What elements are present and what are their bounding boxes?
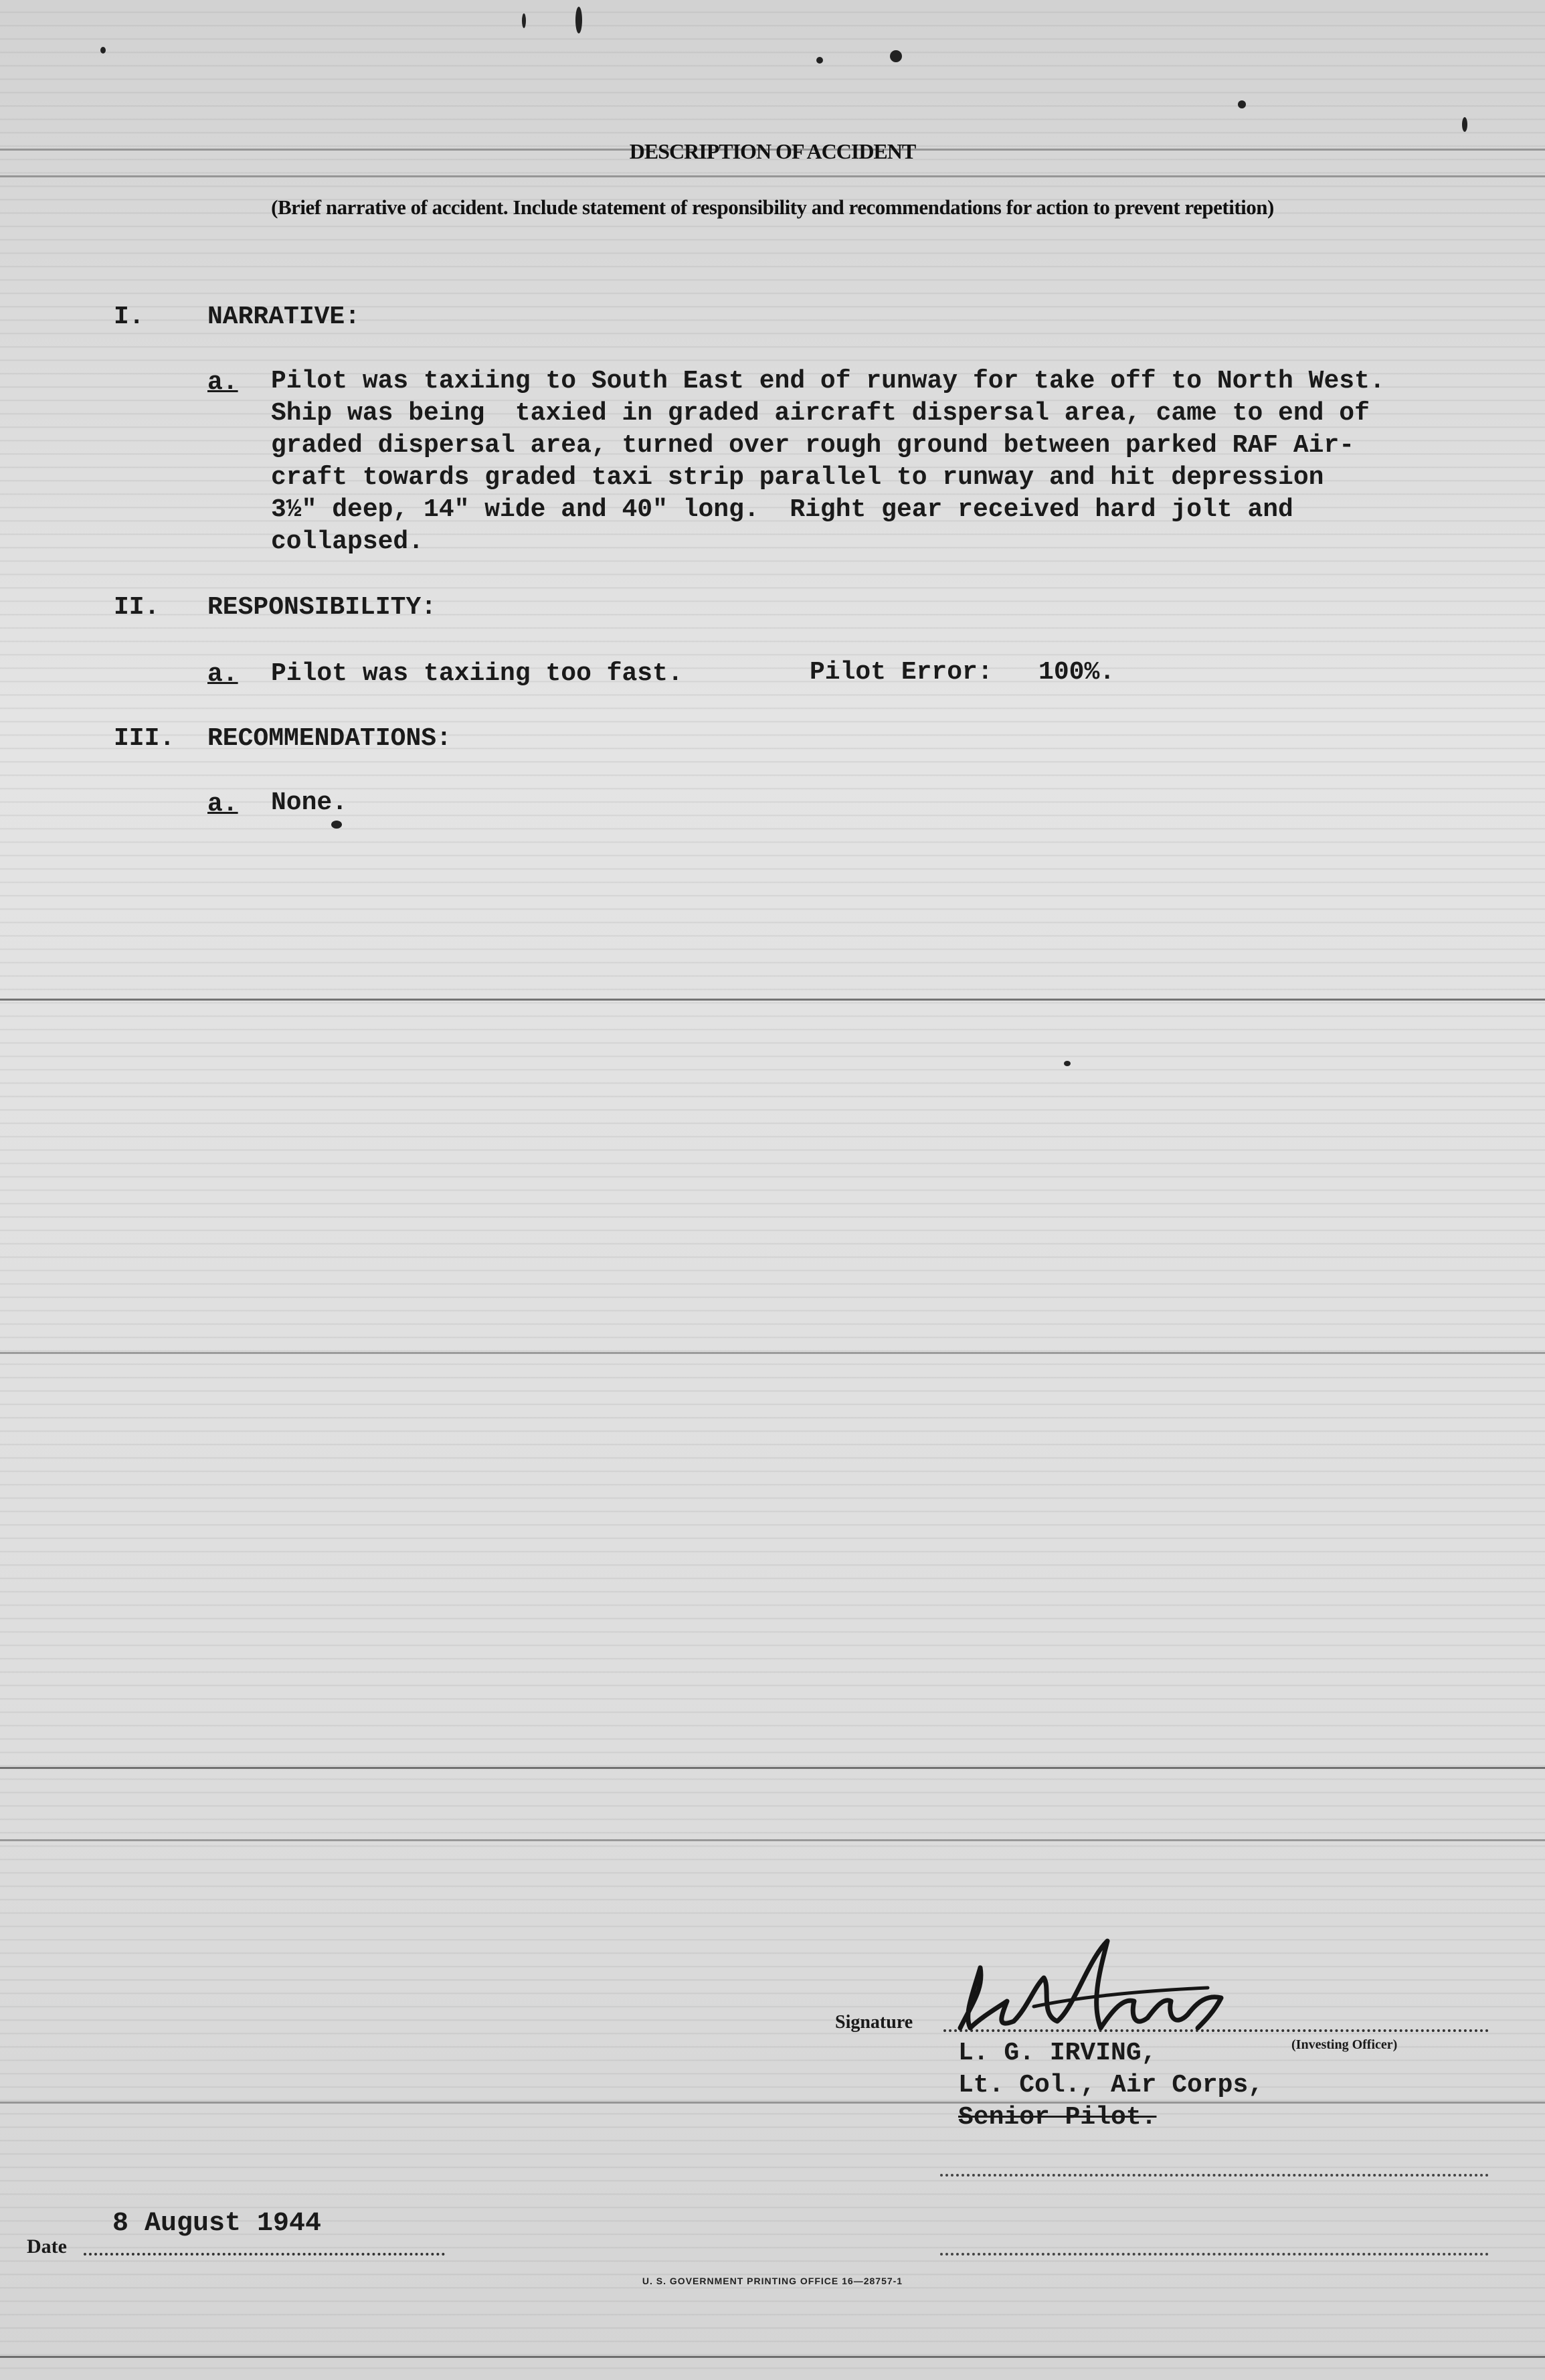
date-label: Date xyxy=(27,2235,67,2258)
scan-speck xyxy=(100,47,106,54)
item-letter: a. xyxy=(207,790,238,819)
section-number: II. xyxy=(114,593,160,622)
narrative-line: collapsed. xyxy=(271,527,424,556)
section-number: III. xyxy=(114,724,175,753)
signer-name: L. G. IRVING, xyxy=(958,2039,1157,2067)
scan-speck xyxy=(1238,100,1246,108)
form-instructions: (Brief narrative of accident. Include statement of responsibility and recommendations for action to prevent repetition) xyxy=(271,195,1274,219)
responsibility-text: Pilot was taxiing too fast. xyxy=(271,659,683,688)
form-rule xyxy=(0,1352,1545,1354)
form-rule xyxy=(0,175,1545,177)
item-letter: a. xyxy=(207,368,238,397)
form-rule xyxy=(0,1839,1545,1841)
scan-speck xyxy=(1462,117,1467,132)
signer-position: Senior Pilot. xyxy=(958,2103,1157,2132)
signature-officer-title: (Investing Officer) xyxy=(1291,2037,1398,2052)
narrative-line: Ship was being taxied in graded aircraft dispersal area, came to end of xyxy=(271,399,1370,428)
section-heading-recommendations: RECOMMENDATIONS: xyxy=(207,724,452,753)
pilot-error-value: Pilot Error: 100%. xyxy=(810,658,1115,687)
form-rule xyxy=(0,1767,1545,1769)
form-rule xyxy=(0,999,1545,1001)
scan-speck xyxy=(522,13,526,28)
item-letter: a. xyxy=(207,660,238,689)
signer-rank: Lt. Col., Air Corps, xyxy=(958,2071,1264,2100)
printing-office-imprint: U. S. GOVERNMENT PRINTING OFFICE 16—28757-1 xyxy=(642,2276,903,2286)
scan-speck xyxy=(890,50,902,62)
section-heading-narrative: NARRATIVE: xyxy=(207,303,361,331)
scan-speck xyxy=(575,7,582,33)
form-title: DESCRIPTION OF ACCIDENT xyxy=(629,139,916,163)
scan-speck xyxy=(816,57,823,64)
signature-label: Signature xyxy=(835,2012,913,2033)
scan-speck xyxy=(1064,1061,1071,1066)
date-line xyxy=(84,2253,445,2256)
narrative-line: Pilot was taxiing to South East end of runway for take off to North West. xyxy=(271,367,1385,396)
date-value: 8 August 1944 xyxy=(112,2209,322,2239)
section-heading-responsibility: RESPONSIBILITY: xyxy=(207,593,437,622)
narrative-line: craft towards graded taxi strip parallel to runway and hit depression xyxy=(271,463,1324,492)
scan-speck xyxy=(331,821,342,829)
recommendations-text: None. xyxy=(271,788,348,817)
form-rule xyxy=(0,2356,1545,2358)
section-number: I. xyxy=(114,303,145,331)
form-rule xyxy=(0,2102,1545,2104)
narrative-line: 3½" deep, 14" wide and 40" long. Right gear received hard jolt and xyxy=(271,495,1293,524)
blank-signature-line xyxy=(940,2174,1489,2177)
blank-signature-line xyxy=(940,2253,1489,2256)
narrative-line: graded dispersal area, turned over rough ground between parked RAF Air- xyxy=(271,431,1355,460)
